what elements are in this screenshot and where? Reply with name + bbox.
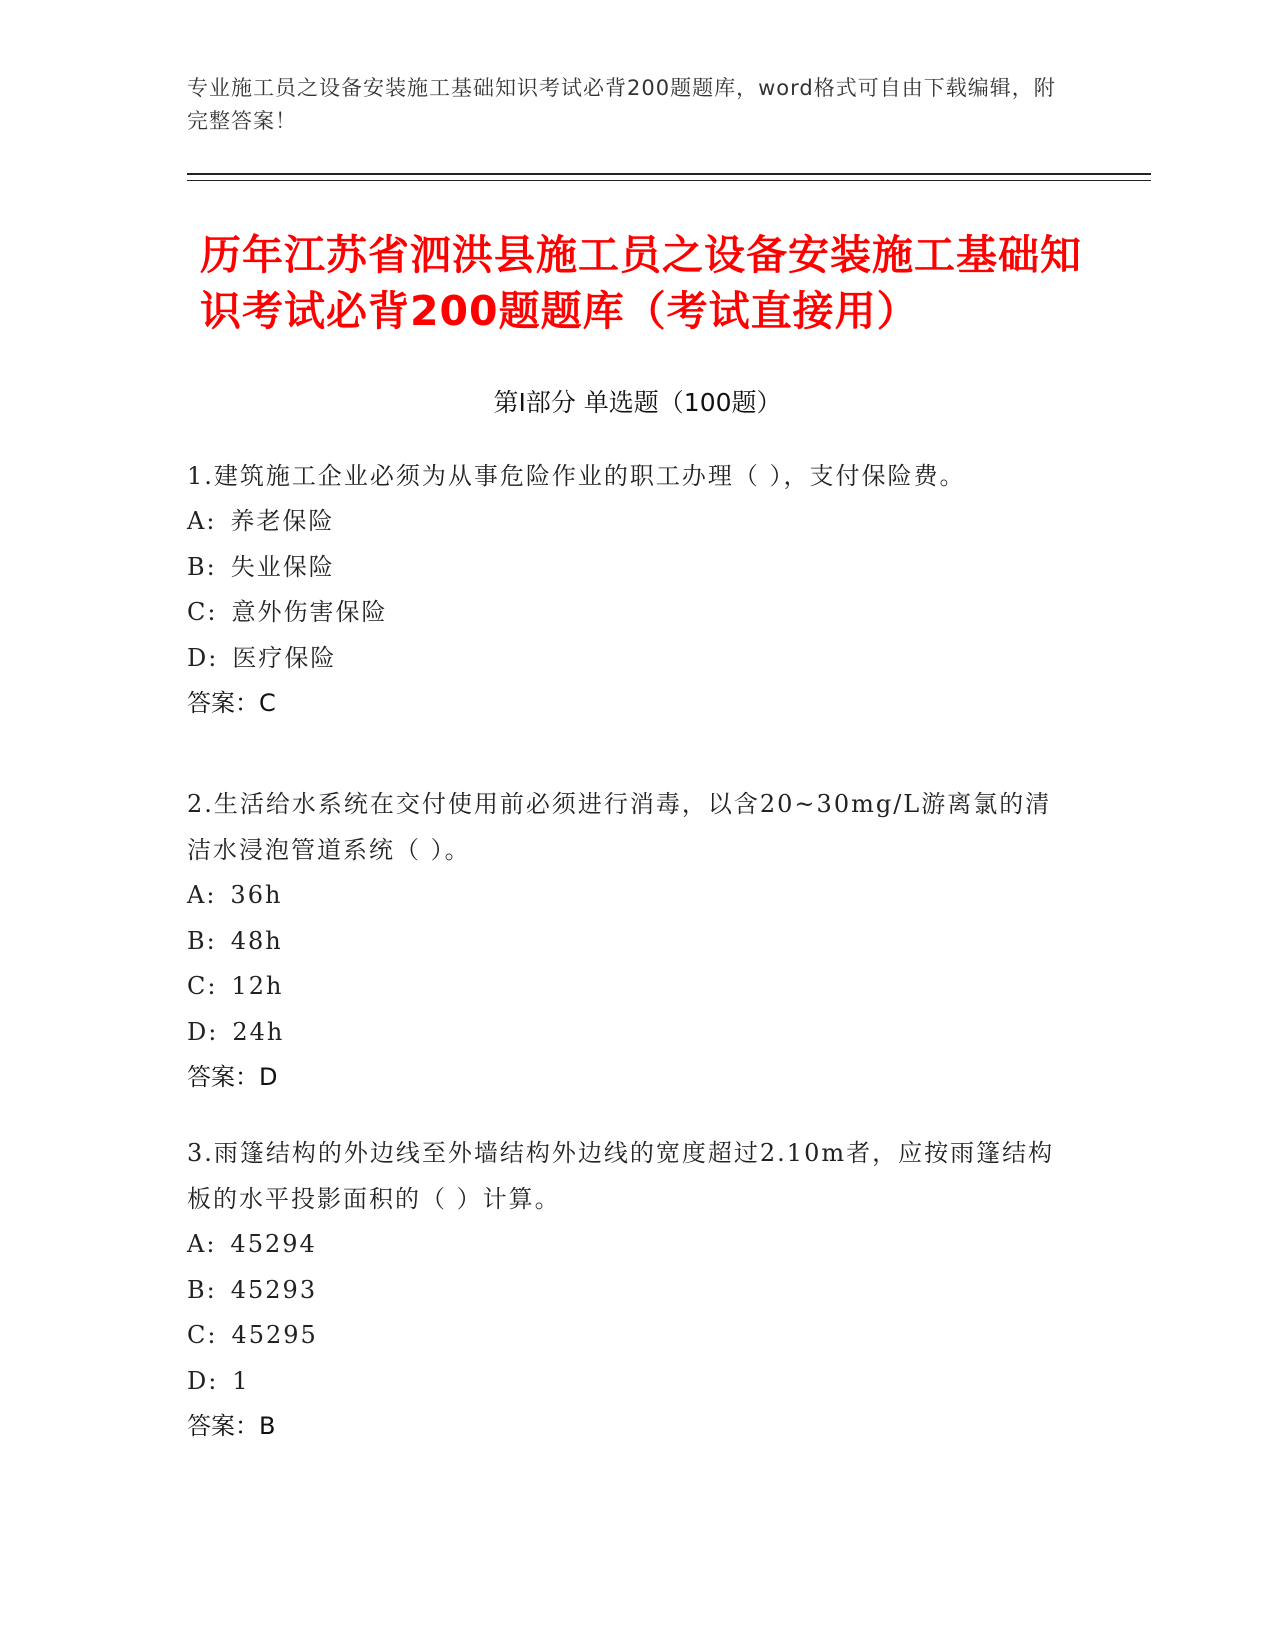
option-letter: B: (187, 1275, 217, 1304)
option-a (187, 499, 1067, 545)
option-c (187, 1313, 1067, 1359)
option-letter: A: (187, 1230, 217, 1258)
option-text: 24h (232, 1017, 285, 1046)
option-c (187, 964, 1067, 1010)
option-text: 12h (231, 972, 284, 1000)
option-text: 36h (230, 881, 283, 909)
option-text: 失业保险 (230, 552, 335, 581)
option-text: 意外伤害保险 (231, 598, 388, 626)
option-d (187, 1010, 1067, 1056)
option-letter: A: (187, 507, 217, 535)
header-divider-thin (187, 180, 1151, 181)
option-b (187, 1268, 1067, 1314)
option-d (187, 1359, 1067, 1405)
question-1 (187, 453, 1067, 726)
option-letter: B: (187, 926, 217, 955)
option-letter: A: (187, 881, 217, 909)
option-letter: D: (187, 1366, 219, 1395)
option-letter: B: (187, 552, 217, 581)
option-text: 养老保险 (230, 507, 335, 535)
option-letter: D: (187, 643, 219, 672)
question-2 (187, 781, 1067, 1100)
option-c (187, 590, 1067, 636)
option-text: 医疗保险 (232, 643, 337, 672)
option-letter: C: (187, 1321, 218, 1349)
option-text: 1 (232, 1366, 250, 1395)
question-3 (187, 1130, 1067, 1449)
question-stem: 3.雨篷结构的外边线至外墙结构外边线的宽度超过2.10m者，应按雨篷结构板的水平投影面积的（ ）计算。 (187, 1139, 1055, 1213)
option-a (187, 1222, 1067, 1268)
option-b (187, 919, 1067, 965)
option-text: 45295 (231, 1321, 318, 1349)
option-text: 48h (230, 926, 283, 955)
answer: 答案：C (187, 689, 276, 717)
document-title: 历年江苏省泗洪县施工员之设备安装施工基础知识考试必背200题题库（考试直接用） (200, 231, 1082, 335)
option-letter: D: (187, 1017, 219, 1046)
option-letter: C: (187, 598, 218, 626)
option-text: 45293 (230, 1275, 318, 1304)
option-a (187, 873, 1067, 919)
answer: 答案：D (187, 1063, 278, 1091)
header-divider-thick (187, 173, 1151, 175)
section-title: 第I部分 单选题（100题） (493, 388, 782, 417)
answer: 答案：B (187, 1412, 276, 1440)
option-b (187, 545, 1067, 591)
option-text: 45294 (230, 1230, 317, 1258)
header-note: 专业施工员之设备安装施工基础知识考试必背200题题库，word格式可自由下载编辑，附完整答案！ (187, 76, 1056, 133)
option-d (187, 636, 1067, 682)
question-stem: 2.生活给水系统在交付使用前必须进行消毒，以含20~30mg/L游离氯的清洁水浸泡管道系统（ ）。 (187, 790, 1052, 864)
option-letter: C: (187, 972, 218, 1000)
question-stem: 1.建筑施工企业必须为从事危险作业的职工办理（ ），支付保险费。 (187, 462, 966, 490)
